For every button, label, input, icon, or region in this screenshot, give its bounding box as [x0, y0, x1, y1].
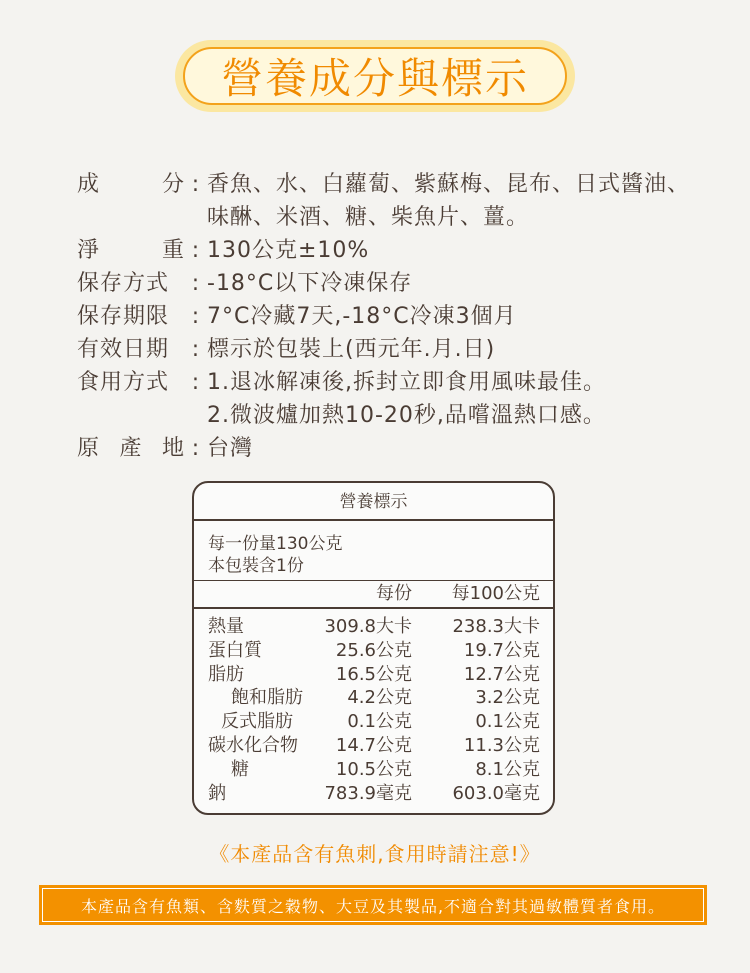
page-title: 營養成分與標示 — [220, 54, 529, 103]
usage-row-cont — [77, 399, 697, 432]
shelf-life-value: 7°C冷藏7天,-18°C冷凍3個月 — [207, 304, 517, 329]
allergy-notice: 本產品含有魚類、含麩質之穀物、大豆及其製品,不適合對其過敏體質者食用。 — [80, 896, 666, 916]
shelf-life-row: 保存期限 : 7°C冷藏7天,-18°C冷凍3個月 — [77, 300, 697, 333]
nutrition-row: 蛋白質 25.6公克 19.7公克 — [208, 639, 540, 661]
ingredients-value-2: 味醂、米酒、糖、柴魚片、薑。 — [207, 205, 530, 230]
product-info — [77, 168, 697, 465]
nutrition-label — [192, 481, 555, 815]
nutrition-row: 脂肪 16.5公克 12.7公克 — [208, 663, 540, 685]
serving-size: 每一份量130公克 — [208, 534, 343, 554]
allergy-banner — [39, 885, 707, 925]
nutrition-row: 飽和脂肪 4.2公克 3.2公克 — [231, 687, 540, 709]
origin-label: 原 產 地 — [77, 436, 185, 461]
expiry-row: 有效日期 : 標示於包裝上(西元年.月.日) — [77, 333, 697, 366]
nutrition-row: 熱量 309.8大卡 238.3大卡 — [208, 616, 540, 637]
col-per-100g: 每100公克 — [451, 583, 540, 604]
usage-value-2: 2.微波爐加熱10-20秒,品嚐溫熱口感。 — [207, 403, 606, 428]
nutrition-header — [194, 581, 553, 609]
ingredients-label: 成 分 — [77, 172, 185, 197]
nutrition-title: 營養標示 — [194, 483, 553, 521]
expiry-value: 標示於包裝上(西元年.月.日) — [207, 337, 496, 362]
nutrition-row: 碳水化合物 14.7公克 11.3公克 — [208, 734, 540, 756]
expiry-label: 有效日期 — [77, 337, 170, 362]
usage-label: 食用方式 — [77, 370, 170, 395]
net-weight-row: 淨 重 : 130公克±10% — [77, 234, 697, 267]
nutrition-rows — [194, 609, 553, 805]
net-weight-value: 130公克±10% — [207, 238, 370, 263]
servings-per-pack: 本包裝含1份 — [208, 556, 304, 576]
storage-row: 保存方式 : -18°C以下冷凍保存 — [77, 267, 697, 300]
storage-value: -18°C以下冷凍保存 — [207, 271, 413, 296]
ingredients-row: 成 分 : 香魚、水、白蘿蔔、紫蘇梅、昆布、日式醬油、 — [77, 168, 697, 201]
shelf-life-label: 保存期限 — [77, 304, 170, 329]
title-badge — [175, 40, 575, 112]
ingredients-row-cont — [77, 201, 697, 234]
net-weight-label: 淨 重 — [77, 238, 185, 263]
nutrition-row: 鈉 783.9毫克 603.0毫克 — [208, 782, 540, 804]
nutrition-row: 糖 10.5公克 8.1公克 — [231, 758, 540, 780]
storage-label: 保存方式 — [77, 271, 170, 296]
origin-value: 台灣 — [207, 436, 254, 461]
ingredients-value: 香魚、水、白蘿蔔、紫蘇梅、昆布、日式醬油、 — [207, 172, 691, 197]
usage-row: 食用方式 : 1.退冰解凍後,拆封立即食用風味最佳。 — [77, 366, 697, 399]
usage-value: 1.退冰解凍後,拆封立即食用風味最佳。 — [207, 370, 606, 395]
origin-row: 原 產 地 : 台灣 — [77, 432, 697, 465]
col-per-serving: 每份 — [376, 583, 412, 604]
fishbone-warning: 《本產品含有魚刺,食用時請注意!》 — [209, 842, 541, 866]
nutrition-row: 反式脂肪 0.1公克 0.1公克 — [221, 711, 540, 733]
serving-info — [194, 521, 553, 581]
